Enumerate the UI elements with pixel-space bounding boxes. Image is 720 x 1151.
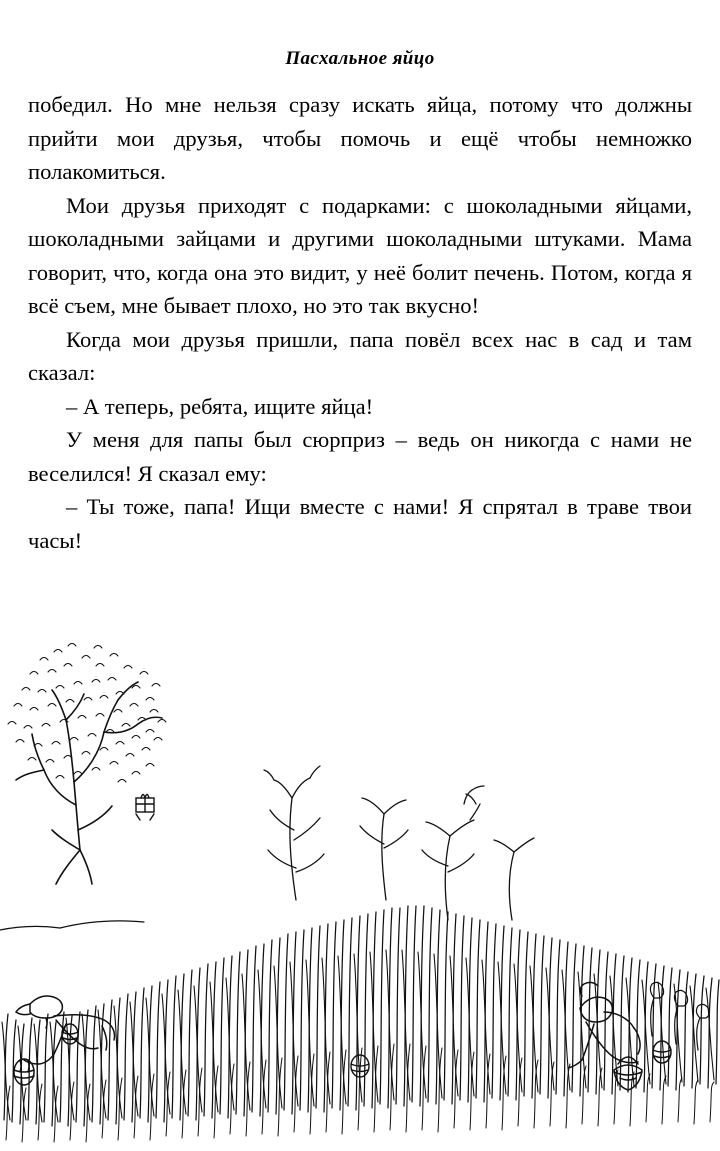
weed-plants [264, 766, 534, 920]
paragraph: Мои друзья приходят с подарками: с шоколадными яйцами, шоколадными зайцами и другими шоколадными штуками. Мама говорит, что, когда она это видит, у неё болит печень. Потом, когда я всё съем, мне бывает плохо, но это так вкусно! [28, 192, 692, 318]
tree-icon [16, 682, 162, 884]
paragraph: победил. Но мне нельзя сразу искать яйца, потому что должны прийти мои друзья, чтобы помочь и ещё чтобы немножко полакомиться. [28, 92, 692, 184]
paragraph: У меня для папы был сюрприз – ведь он никогда с нами не веселился! Я сказал ему: [28, 427, 692, 486]
gift-icon [136, 795, 154, 821]
easter-egg [14, 1059, 34, 1085]
running-head: Пасхальное яйцо [285, 48, 435, 69]
paragraph: Когда мои друзья пришли, папа повёл всех нас в сад и там сказал: [28, 326, 692, 385]
tree-foliage [8, 644, 166, 783]
illustration [0, 600, 720, 1151]
dialogue-line: – Ты тоже, папа! Ищи вместе с нами! Я спрятал в траве твои часы! [28, 494, 692, 553]
illustration-drawing [0, 600, 720, 1151]
child-left [14, 996, 115, 1085]
dialogue-line: – А теперь, ребята, ищите яйца! [66, 393, 374, 419]
body-text [28, 88, 692, 557]
grass-field [0, 906, 719, 1142]
